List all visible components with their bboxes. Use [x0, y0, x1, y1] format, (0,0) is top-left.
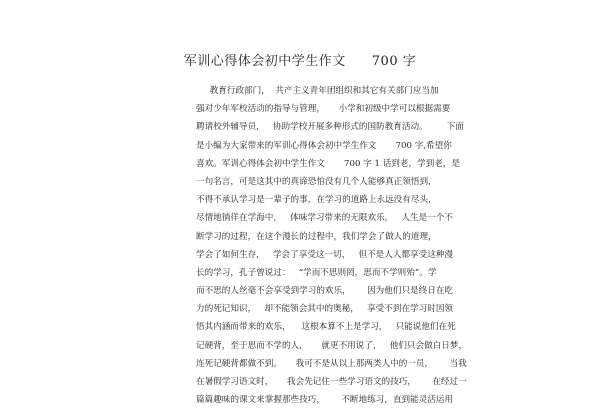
text-line: 长的学习，孔子曾说过： “学而不思则罔，思而不学则殆”。学: [196, 267, 437, 278]
text-line: 连死记硬背都做不到。 我可不是从以上那两类人中的一员， 当我: [196, 358, 467, 369]
text-line: 喜欢。军训心得体会初中学生作文 700 字 1 话到老，学到老，是: [196, 158, 461, 169]
text-line: 力的死记知识， 却不能领会其中的奥秘， 享受不到在学习时因领: [196, 304, 454, 315]
document-title: [0, 50, 600, 69]
text-line: 记硬背，至于思而不学的人， 就更不用说了， 他们只会做白日梦，: [196, 340, 468, 351]
text-line: 一句名言，可是这其中的真谛恐怕没有几个人能够真正领悟到，: [196, 176, 437, 187]
text-line: 断学习的过程，在这个漫长的过程中，我们学会了做人的道理，: [196, 231, 437, 242]
text-line: 悟其内涵而带来的欢乐， 这根本算不上是学习， 只能说他们在死: [196, 322, 456, 333]
text-line: 教育行政部门， 共产主义青年团组织和其它有关部门应当加: [196, 86, 439, 96]
text-line: 聘请校外辅导员， 协助学校开展多种形式的国防教育活动。 下面: [196, 122, 464, 133]
text-line: 学会了如何生存， 学会了享受这一切， 但不是人人都享受这种漫: [196, 249, 454, 260]
title-main: 军训心得体会初中学生作文: [183, 54, 346, 69]
essay-body: [196, 82, 496, 409]
text-line: 在暑假学习语文时， 我会先记住一些学习语文的技巧， 在经过一: [196, 377, 467, 387]
text-line: 不得不承认学习是一辈子的事，在学习的道路上永远没有尽头，: [196, 195, 437, 206]
text-line: 尽情地徜徉在学海中， 体味学习带来的无限欢乐， 人生是一个不: [196, 213, 454, 224]
text-line: 而不思的人丝毫不会享受到学习的欢乐， 因为他们只是终日在吃: [196, 286, 454, 297]
title-word-count: 700 字: [371, 54, 417, 69]
text-line: 篇篇趣味的课文来掌握那些技巧， 不断地练习，直到能灵活运用: [196, 395, 454, 406]
text-line: 是小编为大家带来的军训心得体会初中学生作文 700 字,希望你: [196, 140, 452, 151]
text-line: 强对少年军校活动的指导与管理， 小学和初级中学可以根据需要: [196, 104, 451, 115]
